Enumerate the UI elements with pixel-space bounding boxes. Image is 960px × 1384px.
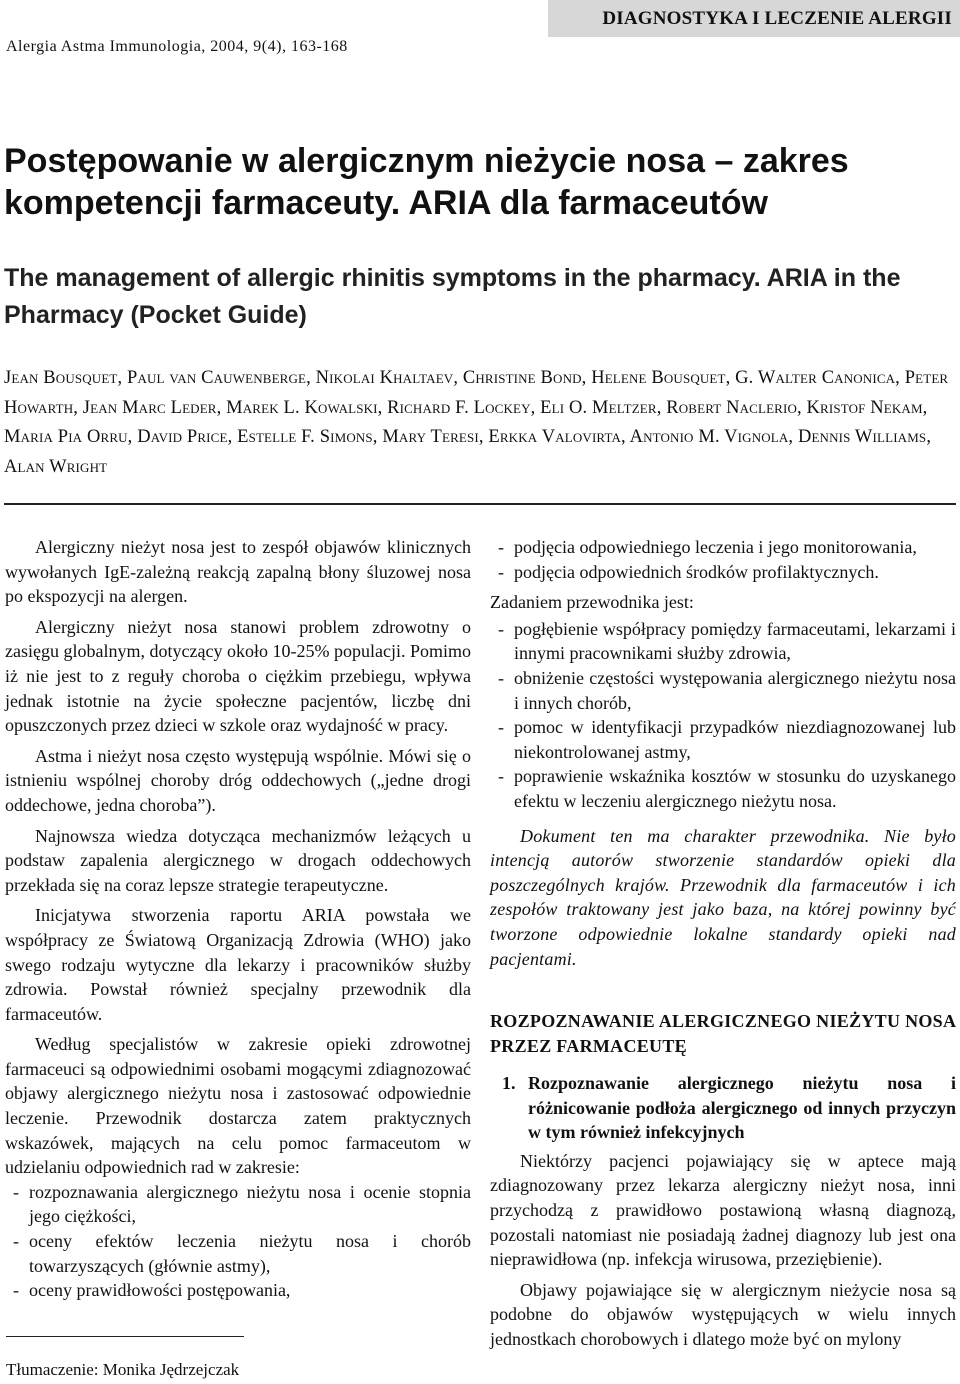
subsection-heading	[490, 1071, 956, 1145]
journal-reference: Alergia Astma Immunologia, 2004, 9(4), 163-168	[6, 38, 348, 55]
list-item: - pomoc w identyfikacji przypadków niezdiagnozowanej lub niekontrolowanej astmy,	[498, 717, 956, 762]
list-dash: -	[498, 618, 504, 639]
advice-list	[5, 1180, 471, 1303]
article-title-english: The management of allergic rhinitis symptoms in the pharmacy. ARIA in the Pharmacy (Pocket Guide)	[4, 264, 901, 329]
list-dash: -	[498, 537, 504, 557]
list-dash: -	[498, 717, 504, 738]
list-item: - rozpoznawania alergicznego nieżytu nosa i ocenie stopnia jego ciężkości,	[13, 1181, 471, 1227]
subsection-number: 1.	[502, 1073, 516, 1094]
section-heading: ROZPOZNAWANIE ALERGICZNEGO NIEŻYTU NOSA PRZEZ FARMACEUTĘ	[490, 1011, 956, 1057]
subsection-title: Rozpoznawanie alergicznego nieżytu nosa i różnicowanie podłoża alergicznego od innych przyczyn w tym również infekcyjnych	[528, 1073, 956, 1143]
list-item: - poprawienie wskaźnika kosztów w stosunku do uzyskanego efektu w leczeniu alergicznego nieżytu nosa.	[498, 766, 956, 811]
goals-intro: Zadaniem przewodnika jest:	[490, 592, 694, 613]
list-dash: -	[498, 766, 504, 787]
paragraph: Astma i nieżyt nosa często występują wspólnie. Mówi się o istnieniu wspólnej choroby dróg oddechowych („jedne drogi oddechowe, jedna choroba”).	[5, 745, 471, 815]
list-dash: -	[13, 1181, 19, 1202]
list-dash: -	[13, 1280, 19, 1301]
author-list: Jean Bousquet, Paul van Cauwenberge, Nikolai Khaltaev, Christine Bond, Helene Bousquet, G. Walter Canonica, Peter Howarth, Jean Marc Leder, Marek L. Kowalski, Richard F. Lockey, Eli O. Meltzer, Robert Naclerio, Kristof Nekam, Maria Pia Orru, David Price, Estelle F. Simons, Mary Teresi, Erkka Valovirta, Antonio M. Vignola, Dennis Williams, Alan Wright	[4, 368, 949, 477]
list-item: - podjęcia odpowiednich środków profilaktycznych.	[490, 560, 956, 585]
list-item: - podjęcia odpowiedniego leczenia i jego monitorowania,	[490, 535, 956, 560]
footnote-divider	[6, 1336, 244, 1337]
paragraph: Alergiczny nieżyt nosa jest to zespół objawów klinicznych wywołanych IgE-zależną reakcją zapalną błony śluzowej nosa po ekspozycji na alergen.	[5, 537, 471, 607]
left-column	[5, 535, 471, 1309]
list-dash: -	[13, 1231, 19, 1252]
translator-footnote: Tłumaczenie: Monika Jędrzejczak	[6, 1360, 240, 1379]
list-item: - pogłębienie współpracy pomiędzy farmaceutami, lekarzami i innymi pracownikami służby zdrowia,	[498, 618, 956, 664]
guide-note: Dokument ten ma charakter przewodnika. Nie było intencją autorów stworzenie standardów opieki dla poszczególnych krajów. Przewodnik dla farmaceutów i ich zespołów traktowany jest jako baza, na której powinny być tworzone odpowiednie lokalne standardy opieki nad pacjentami.	[490, 825, 956, 969]
paragraph: Niektórzy pacjenci pojawiający się w aptece mają zdiagnozowany przez lekarza alergiczny nieżyt nosa, inni przychodzą z prawidłowo postawioną własną diagnozą, pozostali natomiast nie posiadają żadnej diagnozy lub jest ona nieprawidłowa (np. infekcja wirusowa, przeziębienie).	[490, 1150, 956, 1270]
right-column	[490, 535, 956, 1358]
header-divider	[4, 503, 956, 505]
article-title-polish: Postępowanie w alergicznym nieżycie nosa – zakres kompetencji farmaceuty. ARIA dla farmaceutów	[4, 142, 849, 222]
goals-list	[490, 617, 956, 814]
paragraph: Najnowsza wiedza dotycząca mechanizmów leżących u podstaw zapalenia alergicznego w drogach oddechowych przekłada się na coraz lepsze strategie terapeutyczne.	[5, 825, 471, 895]
section-header	[548, 0, 960, 37]
paragraph: Objawy pojawiające się w alergicznym nieżycie nosa są podobne do objawów występujących w wielu innych jednostkach chorobowych i dlatego może być on mylony	[490, 1279, 956, 1350]
paragraph: Inicjatywa stworzenia raportu ARIA powstała we współpracy ze Światową Organizacją Zdrowia (WHO) jako swego rodzaju wytyczne dla lekarzy i pracowników służby zdrowia. Powstał również specjalny przewodnik dla farmaceutów.	[5, 905, 471, 1024]
list-item: - oceny prawidłowości postępowania,	[5, 1278, 471, 1303]
list-item: - oceny efektów leczenia nieżytu nosa i chorób towarzyszących (głównie astmy),	[13, 1231, 471, 1276]
section-title: DIAGNOSTYKA I LECZENIE ALERGII	[602, 7, 952, 29]
list-dash: -	[498, 667, 504, 688]
paragraph: Alergiczny nieżyt nosa stanowi problem zdrowotny o zasięgu globalnym, dotyczący około 10-25% populacji. Pomimo iż nie jest to z reguły choroba o ciężkim przebiegu, wpływa jednak istotnie na życie społeczne pacjentów, liczbę dni opuszczonych przez dzieci w szkole oraz wydajność w pracy.	[5, 616, 471, 736]
advice-list-continued	[490, 535, 956, 584]
list-item: - obniżenie częstości występowania alergicznego nieżytu nosa i innych chorób,	[498, 667, 956, 713]
paragraph: Według specjalistów w zakresie opieki zdrowotnej farmaceuci są odpowiednimi osobami mogącymi zdiagnozować objawy alergicznego nieżytu nosa i zastosować odpowiednie leczenie. Przewodnik dostarcza zatem praktycznych wskazówek, mających na celu pomoc farmaceutom w udzielaniu odpowiednich rad w zakresie:	[5, 1034, 471, 1178]
list-dash: -	[498, 561, 504, 582]
